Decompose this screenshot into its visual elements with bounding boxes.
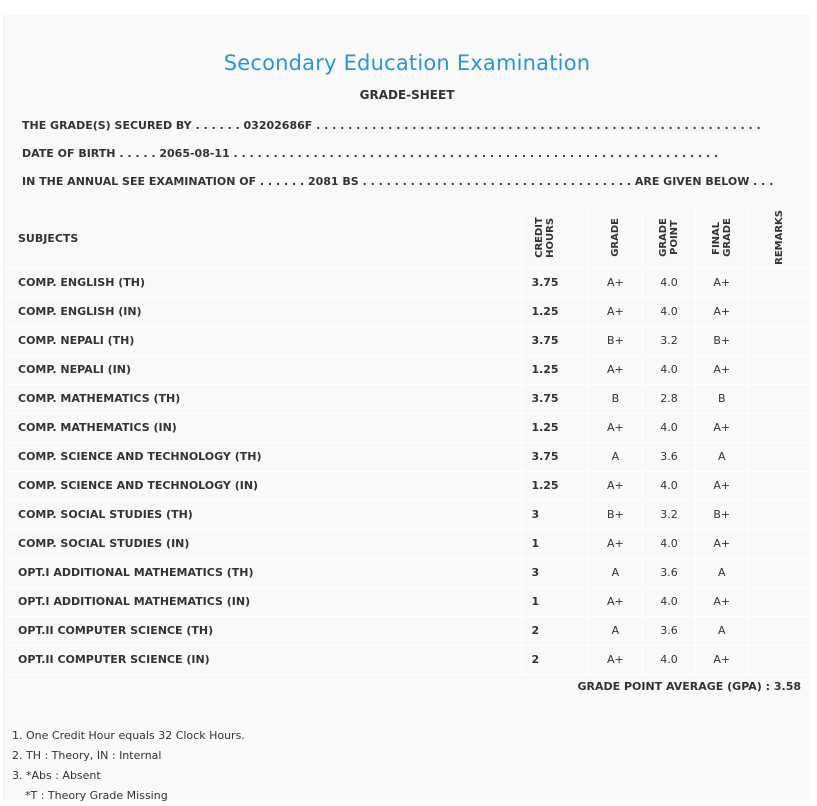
remarks-cell: [748, 355, 810, 384]
table-row: [6, 326, 810, 355]
table-row: [6, 645, 810, 674]
grade-point-cell: 4.0: [642, 297, 696, 326]
subject-cell: COMP. SOCIAL STUDIES (TH): [6, 500, 522, 529]
grade-cell: A+: [589, 413, 642, 442]
subject-cell: OPT.II COMPUTER SCIENCE (IN): [6, 645, 522, 674]
credit-hours-cell: 1.25: [522, 355, 589, 384]
remarks-cell: [748, 413, 810, 442]
table-row: [6, 587, 810, 616]
final-grade-cell: A+: [696, 355, 748, 384]
final-grade-cell: B+: [696, 326, 748, 355]
table-row: [6, 442, 810, 471]
remarks-cell: [748, 645, 810, 674]
grade-cell: A+: [589, 268, 642, 297]
subject-cell: COMP. SCIENCE AND TECHNOLOGY (IN): [6, 471, 522, 500]
note-item: 1. One Credit Hour equals 32 Clock Hours.: [12, 729, 245, 742]
final-grade-cell: A+: [696, 587, 748, 616]
final-grade-cell: A+: [696, 645, 748, 674]
subject-cell: COMP. SOCIAL STUDIES (IN): [6, 529, 522, 558]
grade-point-cell: 4.0: [642, 413, 696, 442]
grade-point-cell: 4.0: [642, 268, 696, 297]
remarks-cell: [748, 587, 810, 616]
remarks-cell: [748, 268, 810, 297]
grade-point-cell: 3.2: [642, 500, 696, 529]
subject-cell: COMP. SCIENCE AND TECHNOLOGY (TH): [6, 442, 522, 471]
remarks-cell: [748, 616, 810, 645]
grade-cell: A+: [589, 645, 642, 674]
header-grade-point: [642, 210, 696, 268]
grade-point-cell: 4.0: [642, 355, 696, 384]
grade-cell: B+: [589, 500, 642, 529]
header-remarks-label: REMARKS: [773, 210, 785, 265]
grade-point-cell: 2.8: [642, 384, 696, 413]
page-subtitle: GRADE-SHEET: [359, 88, 455, 102]
grade-cell: A+: [589, 355, 642, 384]
remarks-cell: [748, 529, 810, 558]
final-grade-cell: A: [696, 442, 748, 471]
credit-hours-cell: 3.75: [522, 326, 589, 355]
grade-cell: A+: [589, 297, 642, 326]
note-item: 3. *Abs : Absent: [12, 769, 101, 782]
date-of-birth-line: DATE OF BIRTH . . . . . 2065-08-11 . . . . . . . . . . . . . . . . . . . . . . . . . . . . . . . . . . . . . . . . . . . . . . . . . . . . . . . . . . . . .: [22, 147, 719, 160]
grade-cell: B+: [589, 326, 642, 355]
subject-cell: COMP. NEPALI (IN): [6, 355, 522, 384]
table-row: [6, 268, 810, 297]
subject-cell: COMP. NEPALI (TH): [6, 326, 522, 355]
grade-cell: B: [589, 384, 642, 413]
credit-hours-cell: 1.25: [522, 413, 589, 442]
final-grade-cell: A+: [696, 471, 748, 500]
exam-line: IN THE ANNUAL SEE EXAMINATION OF . . . . . . 2081 BS . . . . . . . . . . . . . . . . . . . . . . . . . . . . . . . . . . ARE GIVEN BELOW . . .: [22, 175, 774, 188]
credit-hours-cell: 1: [522, 587, 589, 616]
credit-hours-cell: 2: [522, 616, 589, 645]
credit-hours-cell: 1.25: [522, 471, 589, 500]
remarks-cell: [748, 326, 810, 355]
credit-hours-cell: 1: [522, 529, 589, 558]
grade-cell: A+: [589, 471, 642, 500]
final-grade-cell: A+: [696, 297, 748, 326]
final-grade-cell: A+: [696, 413, 748, 442]
subject-cell: OPT.I ADDITIONAL MATHEMATICS (TH): [6, 558, 522, 587]
grade-point-cell: 3.2: [642, 326, 696, 355]
remarks-cell: [748, 442, 810, 471]
notes-list: [12, 726, 245, 806]
table-row: [6, 616, 810, 645]
header-remarks: [748, 210, 810, 268]
table-row: [6, 413, 810, 442]
remarks-cell: [748, 297, 810, 326]
page-title: Secondary Education Examination: [223, 51, 591, 75]
grade-cell: A: [589, 442, 642, 471]
final-grade-cell: B+: [696, 500, 748, 529]
header-final-grade-label: FINAL GRADE: [710, 218, 733, 257]
final-grade-cell: A: [696, 558, 748, 587]
header-credit-hours: [522, 210, 589, 268]
grade-point-cell: 3.6: [642, 442, 696, 471]
final-grade-cell: B: [696, 384, 748, 413]
grade-point-cell: 4.0: [642, 529, 696, 558]
header-grade: [589, 210, 642, 268]
table-row: [6, 297, 810, 326]
header-grade-label: GRADE: [609, 218, 621, 257]
credit-hours-cell: 3.75: [522, 442, 589, 471]
header-final-grade: [696, 210, 748, 268]
note-item: 2. TH : Theory, IN : Internal: [12, 749, 162, 762]
grade-point-cell: 4.0: [642, 471, 696, 500]
subject-cell: COMP. ENGLISH (IN): [6, 297, 522, 326]
credit-hours-cell: 3.75: [522, 268, 589, 297]
note-item: *T : Theory Grade Missing: [25, 789, 168, 802]
subject-cell: OPT.II COMPUTER SCIENCE (TH): [6, 616, 522, 645]
grade-point-cell: 4.0: [642, 645, 696, 674]
grade-point-cell: 4.0: [642, 587, 696, 616]
gpa-summary: GRADE POINT AVERAGE (GPA) : 3.58: [577, 680, 801, 693]
grade-cell: A: [589, 616, 642, 645]
credit-hours-cell: 2: [522, 645, 589, 674]
subject-cell: COMP. MATHEMATICS (TH): [6, 384, 522, 413]
grade-cell: A+: [589, 529, 642, 558]
grade-point-cell: 3.6: [642, 558, 696, 587]
final-grade-cell: A+: [696, 268, 748, 297]
grade-point-cell: 3.6: [642, 616, 696, 645]
credit-hours-cell: 3: [522, 558, 589, 587]
credit-hours-cell: 1.25: [522, 297, 589, 326]
header-credit-hours-label: CREDIT HOURS: [534, 217, 557, 258]
subject-cell: COMP. ENGLISH (TH): [6, 268, 522, 297]
table-row: [6, 355, 810, 384]
remarks-cell: [748, 384, 810, 413]
credit-hours-cell: 3.75: [522, 384, 589, 413]
remarks-cell: [748, 471, 810, 500]
header-subjects: SUBJECTS: [6, 210, 522, 268]
credit-hours-cell: 3: [522, 500, 589, 529]
grades-table: [6, 210, 810, 675]
grade-sheet-panel: [3, 15, 810, 800]
secured-by-line: THE GRADE(S) SECURED BY . . . . . . 03202686F . . . . . . . . . . . . . . . . . . . . . . . . . . . . . . . . . . . . . . . . . . . . . . . . . . . . . . . .: [22, 119, 761, 132]
table-header-row: [6, 210, 810, 268]
remarks-cell: [748, 558, 810, 587]
table-row: [6, 500, 810, 529]
table-row: [6, 384, 810, 413]
table-row: [6, 529, 810, 558]
grade-cell: A+: [589, 587, 642, 616]
grade-cell: A: [589, 558, 642, 587]
subject-cell: COMP. MATHEMATICS (IN): [6, 413, 522, 442]
final-grade-cell: A: [696, 616, 748, 645]
subject-cell: OPT.I ADDITIONAL MATHEMATICS (IN): [6, 587, 522, 616]
header-grade-point-label: GRADE POINT: [658, 218, 680, 257]
final-grade-cell: A+: [696, 529, 748, 558]
remarks-cell: [748, 500, 810, 529]
table-row: [6, 558, 810, 587]
table-row: [6, 471, 810, 500]
